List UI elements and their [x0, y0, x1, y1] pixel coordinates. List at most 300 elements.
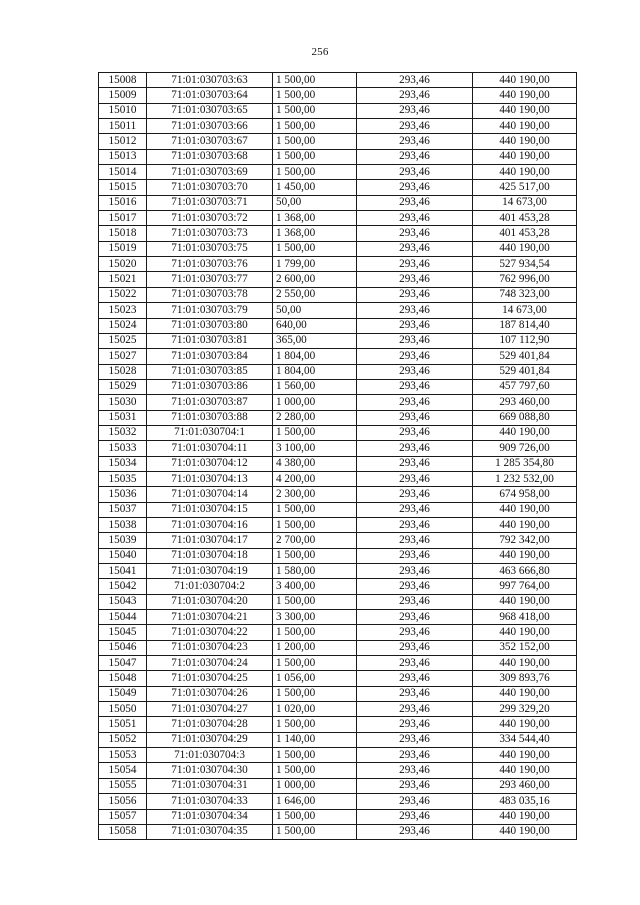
cadastral-value-cell: 1 232 532,00: [473, 471, 577, 486]
cadastral-number-cell: 71:01:030703:66: [147, 119, 273, 134]
table-row: [99, 73, 577, 88]
cadastral-value-cell: 352 152,00: [473, 640, 577, 655]
specific-value-cell: 293,46: [357, 809, 473, 824]
cadastral-number-cell: 71:01:030703:70: [147, 180, 273, 195]
table-row: [99, 487, 577, 502]
cadastral-value-cell: 483 035,16: [473, 794, 577, 809]
specific-value-cell: 293,46: [357, 702, 473, 717]
cadastral-number-cell: 71:01:030703:76: [147, 257, 273, 272]
cadastral-value-cell: 440 190,00: [473, 809, 577, 824]
specific-value-cell: 293,46: [357, 487, 473, 502]
record-number-cell: 15055: [99, 778, 147, 793]
cadastral-number-cell: 71:01:030703:85: [147, 364, 273, 379]
table-body: [99, 73, 577, 840]
cadastral-value-cell: 293 460,00: [473, 778, 577, 793]
area-cell: 2 550,00: [273, 287, 357, 302]
table-row: [99, 564, 577, 579]
cadastral-value-cell: 440 190,00: [473, 149, 577, 164]
cadastral-value-cell: 107 112,90: [473, 333, 577, 348]
area-cell: 1 500,00: [273, 165, 357, 180]
cadastral-number-cell: 71:01:030704:22: [147, 625, 273, 640]
table-row: [99, 579, 577, 594]
cadastral-value-cell: 748 323,00: [473, 287, 577, 302]
specific-value-cell: 293,46: [357, 195, 473, 210]
cadastral-value-cell: 309 893,76: [473, 671, 577, 686]
cadastral-number-cell: 71:01:030704:26: [147, 686, 273, 701]
area-cell: 1 500,00: [273, 686, 357, 701]
cadastral-value-cell: 440 190,00: [473, 594, 577, 609]
specific-value-cell: 293,46: [357, 686, 473, 701]
cadastral-number-cell: 71:01:030704:24: [147, 656, 273, 671]
table-row: [99, 548, 577, 563]
table-row: [99, 379, 577, 394]
cadastral-value-cell: 674 958,00: [473, 487, 577, 502]
table-row: [99, 134, 577, 149]
table-row: [99, 257, 577, 272]
specific-value-cell: 293,46: [357, 517, 473, 532]
cadastral-value-cell: 762 996,00: [473, 272, 577, 287]
cadastral-number-cell: 71:01:030704:30: [147, 763, 273, 778]
area-cell: 1 020,00: [273, 702, 357, 717]
specific-value-cell: 293,46: [357, 88, 473, 103]
record-number-cell: 15052: [99, 732, 147, 747]
cadastral-value-cell: 457 797,60: [473, 379, 577, 394]
cadastral-value-cell: 792 342,00: [473, 533, 577, 548]
record-number-cell: 15053: [99, 748, 147, 763]
area-cell: 1 500,00: [273, 748, 357, 763]
table-row: [99, 303, 577, 318]
specific-value-cell: 293,46: [357, 564, 473, 579]
table-row: [99, 441, 577, 456]
table-row: [99, 103, 577, 118]
specific-value-cell: 293,46: [357, 763, 473, 778]
record-number-cell: 15036: [99, 487, 147, 502]
table-row: [99, 533, 577, 548]
specific-value-cell: 293,46: [357, 579, 473, 594]
cadastral-value-cell: 440 190,00: [473, 134, 577, 149]
specific-value-cell: 293,46: [357, 671, 473, 686]
cadastral-number-cell: 71:01:030704:2: [147, 579, 273, 594]
specific-value-cell: 293,46: [357, 272, 473, 287]
record-number-cell: 15040: [99, 548, 147, 563]
record-number-cell: 15056: [99, 794, 147, 809]
record-number-cell: 15022: [99, 287, 147, 302]
area-cell: 1 500,00: [273, 103, 357, 118]
cadastral-number-cell: 71:01:030704:3: [147, 748, 273, 763]
area-cell: 1 500,00: [273, 824, 357, 839]
area-cell: 1 500,00: [273, 88, 357, 103]
cadastral-value-cell: 440 190,00: [473, 502, 577, 517]
cadastral-number-cell: 71:01:030704:12: [147, 456, 273, 471]
specific-value-cell: 293,46: [357, 794, 473, 809]
specific-value-cell: 293,46: [357, 640, 473, 655]
area-cell: 1 500,00: [273, 625, 357, 640]
record-number-cell: 15016: [99, 195, 147, 210]
record-number-cell: 15008: [99, 73, 147, 88]
specific-value-cell: 293,46: [357, 441, 473, 456]
area-cell: 1 500,00: [273, 73, 357, 88]
cadastral-value-cell: 909 726,00: [473, 441, 577, 456]
cadastral-number-cell: 71:01:030704:13: [147, 471, 273, 486]
area-cell: 1 500,00: [273, 119, 357, 134]
area-cell: 1 500,00: [273, 134, 357, 149]
record-number-cell: 15021: [99, 272, 147, 287]
area-cell: 1 368,00: [273, 226, 357, 241]
cadastral-value-cell: 440 190,00: [473, 241, 577, 256]
cadastral-number-cell: 71:01:030703:84: [147, 349, 273, 364]
cadastral-value-cell: 440 190,00: [473, 165, 577, 180]
record-number-cell: 15039: [99, 533, 147, 548]
cadastral-value-cell: 401 453,28: [473, 226, 577, 241]
area-cell: 1 804,00: [273, 364, 357, 379]
specific-value-cell: 293,46: [357, 149, 473, 164]
specific-value-cell: 293,46: [357, 471, 473, 486]
cadastral-number-cell: 71:01:030703:78: [147, 287, 273, 302]
cadastral-number-cell: 71:01:030703:80: [147, 318, 273, 333]
cadastral-value-cell: 463 666,80: [473, 564, 577, 579]
specific-value-cell: 293,46: [357, 73, 473, 88]
cadastral-number-cell: 71:01:030704:17: [147, 533, 273, 548]
record-number-cell: 15029: [99, 379, 147, 394]
table-row: [99, 333, 577, 348]
area-cell: 50,00: [273, 195, 357, 210]
table-row: [99, 625, 577, 640]
cadastral-number-cell: 71:01:030703:63: [147, 73, 273, 88]
table-row: [99, 778, 577, 793]
record-number-cell: 15038: [99, 517, 147, 532]
record-number-cell: 15046: [99, 640, 147, 655]
specific-value-cell: 293,46: [357, 103, 473, 118]
specific-value-cell: 293,46: [357, 425, 473, 440]
specific-value-cell: 293,46: [357, 287, 473, 302]
cadastral-number-cell: 71:01:030703:68: [147, 149, 273, 164]
table-row: [99, 471, 577, 486]
cadastral-value-cell: 14 673,00: [473, 195, 577, 210]
record-number-cell: 15050: [99, 702, 147, 717]
table-row: [99, 809, 577, 824]
specific-value-cell: 293,46: [357, 333, 473, 348]
cadastral-number-cell: 71:01:030703:67: [147, 134, 273, 149]
cadastral-number-cell: 71:01:030703:79: [147, 303, 273, 318]
area-cell: 1 450,00: [273, 180, 357, 195]
cadastral-value-cell: 440 190,00: [473, 686, 577, 701]
specific-value-cell: 293,46: [357, 379, 473, 394]
cadastral-number-cell: 71:01:030704:35: [147, 824, 273, 839]
table-row: [99, 395, 577, 410]
specific-value-cell: 293,46: [357, 241, 473, 256]
specific-value-cell: 293,46: [357, 533, 473, 548]
specific-value-cell: 293,46: [357, 824, 473, 839]
area-cell: 1 000,00: [273, 778, 357, 793]
table-row: [99, 656, 577, 671]
cadastral-value-cell: 440 190,00: [473, 717, 577, 732]
area-cell: 1 500,00: [273, 149, 357, 164]
specific-value-cell: 293,46: [357, 119, 473, 134]
area-cell: 1 200,00: [273, 640, 357, 655]
area-cell: 1 560,00: [273, 379, 357, 394]
cadastral-number-cell: 71:01:030704:31: [147, 778, 273, 793]
record-number-cell: 15044: [99, 610, 147, 625]
record-number-cell: 15051: [99, 717, 147, 732]
specific-value-cell: 293,46: [357, 717, 473, 732]
record-number-cell: 15032: [99, 425, 147, 440]
specific-value-cell: 293,46: [357, 303, 473, 318]
area-cell: 1 799,00: [273, 257, 357, 272]
area-cell: 3 300,00: [273, 610, 357, 625]
record-number-cell: 15033: [99, 441, 147, 456]
record-number-cell: 15030: [99, 395, 147, 410]
record-number-cell: 15012: [99, 134, 147, 149]
cadastral-number-cell: 71:01:030704:20: [147, 594, 273, 609]
record-number-cell: 15010: [99, 103, 147, 118]
cadastral-number-cell: 71:01:030703:71: [147, 195, 273, 210]
record-number-cell: 15043: [99, 594, 147, 609]
specific-value-cell: 293,46: [357, 610, 473, 625]
specific-value-cell: 293,46: [357, 594, 473, 609]
cadastral-value-cell: 669 088,80: [473, 410, 577, 425]
area-cell: 2 300,00: [273, 487, 357, 502]
area-cell: 1 646,00: [273, 794, 357, 809]
table-row: [99, 702, 577, 717]
table-row: [99, 364, 577, 379]
table-row: [99, 502, 577, 517]
area-cell: 1 368,00: [273, 211, 357, 226]
cadastral-number-cell: 71:01:030704:23: [147, 640, 273, 655]
area-cell: 1 500,00: [273, 548, 357, 563]
page-number: 256: [311, 46, 329, 58]
specific-value-cell: 293,46: [357, 211, 473, 226]
cadastral-number-cell: 71:01:030704:33: [147, 794, 273, 809]
specific-value-cell: 293,46: [357, 748, 473, 763]
cadastral-number-cell: 71:01:030703:64: [147, 88, 273, 103]
record-number-cell: 15019: [99, 241, 147, 256]
specific-value-cell: 293,46: [357, 257, 473, 272]
specific-value-cell: 293,46: [357, 318, 473, 333]
record-number-cell: 15057: [99, 809, 147, 824]
record-number-cell: 15024: [99, 318, 147, 333]
record-number-cell: 15011: [99, 119, 147, 134]
record-number-cell: 15013: [99, 149, 147, 164]
table-row: [99, 594, 577, 609]
specific-value-cell: 293,46: [357, 732, 473, 747]
table-row: [99, 794, 577, 809]
area-cell: 3 100,00: [273, 441, 357, 456]
table-row: [99, 272, 577, 287]
area-cell: 1 500,00: [273, 717, 357, 732]
table-row: [99, 149, 577, 164]
record-number-cell: 15058: [99, 824, 147, 839]
specific-value-cell: 293,46: [357, 778, 473, 793]
cadastral-number-cell: 71:01:030704:18: [147, 548, 273, 563]
area-cell: 2 700,00: [273, 533, 357, 548]
specific-value-cell: 293,46: [357, 625, 473, 640]
table-row: [99, 717, 577, 732]
area-cell: 1 000,00: [273, 395, 357, 410]
table-row: [99, 517, 577, 532]
cadastral-number-cell: 71:01:030703:81: [147, 333, 273, 348]
record-number-cell: 15035: [99, 471, 147, 486]
table-row: [99, 686, 577, 701]
cadastral-number-cell: 71:01:030704:16: [147, 517, 273, 532]
cadastral-value-cell: 529 401,84: [473, 349, 577, 364]
record-number-cell: 15028: [99, 364, 147, 379]
table-row: [99, 287, 577, 302]
area-cell: 1 500,00: [273, 502, 357, 517]
record-number-cell: 15041: [99, 564, 147, 579]
table-row: [99, 456, 577, 471]
table-row: [99, 241, 577, 256]
specific-value-cell: 293,46: [357, 226, 473, 241]
area-cell: 2 600,00: [273, 272, 357, 287]
table-row: [99, 226, 577, 241]
cadastral-number-cell: 71:01:030703:75: [147, 241, 273, 256]
cadastral-number-cell: 71:01:030704:25: [147, 671, 273, 686]
record-number-cell: 15048: [99, 671, 147, 686]
cadastral-value-cell: 440 190,00: [473, 88, 577, 103]
area-cell: 1 500,00: [273, 656, 357, 671]
table-row: [99, 318, 577, 333]
specific-value-cell: 293,46: [357, 395, 473, 410]
record-number-cell: 15017: [99, 211, 147, 226]
area-cell: 1 500,00: [273, 594, 357, 609]
table-row: [99, 88, 577, 103]
record-number-cell: 15034: [99, 456, 147, 471]
area-cell: 1 500,00: [273, 517, 357, 532]
record-number-cell: 15018: [99, 226, 147, 241]
cadastral-value-cell: 440 190,00: [473, 748, 577, 763]
table-row: [99, 410, 577, 425]
cadastral-number-cell: 71:01:030704:15: [147, 502, 273, 517]
cadastral-number-cell: 71:01:030703:73: [147, 226, 273, 241]
cadastral-value-cell: 527 934,54: [473, 257, 577, 272]
cadastral-value-cell: 440 190,00: [473, 73, 577, 88]
cadastral-number-cell: 71:01:030704:1: [147, 425, 273, 440]
record-number-cell: 15045: [99, 625, 147, 640]
table-row: [99, 211, 577, 226]
cadastral-value-cell: 440 190,00: [473, 656, 577, 671]
cadastral-value-cell: 1 285 354,80: [473, 456, 577, 471]
record-number-cell: 15054: [99, 763, 147, 778]
cadastral-number-cell: 71:01:030704:28: [147, 717, 273, 732]
record-number-cell: 15015: [99, 180, 147, 195]
area-cell: 365,00: [273, 333, 357, 348]
cadastral-value-cell: 401 453,28: [473, 211, 577, 226]
cadastral-value-cell: 299 329,20: [473, 702, 577, 717]
cadastral-value-cell: 187 814,40: [473, 318, 577, 333]
record-number-cell: 15020: [99, 257, 147, 272]
cadastral-number-cell: 71:01:030704:21: [147, 610, 273, 625]
cadastral-value-cell: 440 190,00: [473, 119, 577, 134]
table-row: [99, 610, 577, 625]
record-number-cell: 15042: [99, 579, 147, 594]
record-number-cell: 15037: [99, 502, 147, 517]
table-row: [99, 349, 577, 364]
specific-value-cell: 293,46: [357, 180, 473, 195]
area-cell: 640,00: [273, 318, 357, 333]
cadastral-number-cell: 71:01:030703:72: [147, 211, 273, 226]
specific-value-cell: 293,46: [357, 364, 473, 379]
specific-value-cell: 293,46: [357, 349, 473, 364]
cadastral-number-cell: 71:01:030703:77: [147, 272, 273, 287]
area-cell: 1 804,00: [273, 349, 357, 364]
cadastral-value-cell: 440 190,00: [473, 824, 577, 839]
table-row: [99, 763, 577, 778]
record-number-cell: 15025: [99, 333, 147, 348]
table-row: [99, 119, 577, 134]
cadastral-value-cell: 440 190,00: [473, 103, 577, 118]
cadastral-value-cell: 440 190,00: [473, 425, 577, 440]
record-number-cell: 15009: [99, 88, 147, 103]
table-row: [99, 640, 577, 655]
cadastral-value-cell: 440 190,00: [473, 548, 577, 563]
cadastral-value-cell: 293 460,00: [473, 395, 577, 410]
area-cell: 2 280,00: [273, 410, 357, 425]
cadastral-value-cell: 334 544,40: [473, 732, 577, 747]
area-cell: 1 500,00: [273, 425, 357, 440]
area-cell: 1 500,00: [273, 809, 357, 824]
cadastral-value-cell: 968 418,00: [473, 610, 577, 625]
cadastral-value-cell: 440 190,00: [473, 625, 577, 640]
specific-value-cell: 293,46: [357, 502, 473, 517]
cadastral-value-cell: 440 190,00: [473, 763, 577, 778]
cadastral-number-cell: 71:01:030704:27: [147, 702, 273, 717]
table-row: [99, 748, 577, 763]
cadastral-number-cell: 71:01:030703:86: [147, 379, 273, 394]
cadastral-value-cell: 440 190,00: [473, 517, 577, 532]
cadastral-value-cell: 529 401,84: [473, 364, 577, 379]
table-row: [99, 671, 577, 686]
cadastral-number-cell: 71:01:030703:69: [147, 165, 273, 180]
cadastral-value-cell: 14 673,00: [473, 303, 577, 318]
area-cell: 1 140,00: [273, 732, 357, 747]
specific-value-cell: 293,46: [357, 656, 473, 671]
cadastral-number-cell: 71:01:030704:19: [147, 564, 273, 579]
record-number-cell: 15014: [99, 165, 147, 180]
table-row: [99, 180, 577, 195]
cadastral-value-cell: 997 764,00: [473, 579, 577, 594]
specific-value-cell: 293,46: [357, 134, 473, 149]
area-cell: 50,00: [273, 303, 357, 318]
specific-value-cell: 293,46: [357, 456, 473, 471]
record-number-cell: 15031: [99, 410, 147, 425]
table-row: [99, 165, 577, 180]
area-cell: 1 500,00: [273, 241, 357, 256]
area-cell: 3 400,00: [273, 579, 357, 594]
table-row: [99, 732, 577, 747]
cadastral-valuation-table: [98, 72, 577, 840]
area-cell: 1 580,00: [273, 564, 357, 579]
area-cell: 1 500,00: [273, 763, 357, 778]
area-cell: 4 380,00: [273, 456, 357, 471]
cadastral-number-cell: 71:01:030704:29: [147, 732, 273, 747]
record-number-cell: 15049: [99, 686, 147, 701]
specific-value-cell: 293,46: [357, 165, 473, 180]
area-cell: 1 056,00: [273, 671, 357, 686]
record-number-cell: 15047: [99, 656, 147, 671]
table-row: [99, 824, 577, 839]
specific-value-cell: 293,46: [357, 410, 473, 425]
cadastral-number-cell: 71:01:030703:65: [147, 103, 273, 118]
cadastral-value-cell: 425 517,00: [473, 180, 577, 195]
cadastral-number-cell: 71:01:030703:88: [147, 410, 273, 425]
cadastral-number-cell: 71:01:030704:14: [147, 487, 273, 502]
specific-value-cell: 293,46: [357, 548, 473, 563]
area-cell: 4 200,00: [273, 471, 357, 486]
cadastral-number-cell: 71:01:030703:87: [147, 395, 273, 410]
record-number-cell: 15027: [99, 349, 147, 364]
cadastral-number-cell: 71:01:030704:34: [147, 809, 273, 824]
cadastral-number-cell: 71:01:030704:11: [147, 441, 273, 456]
